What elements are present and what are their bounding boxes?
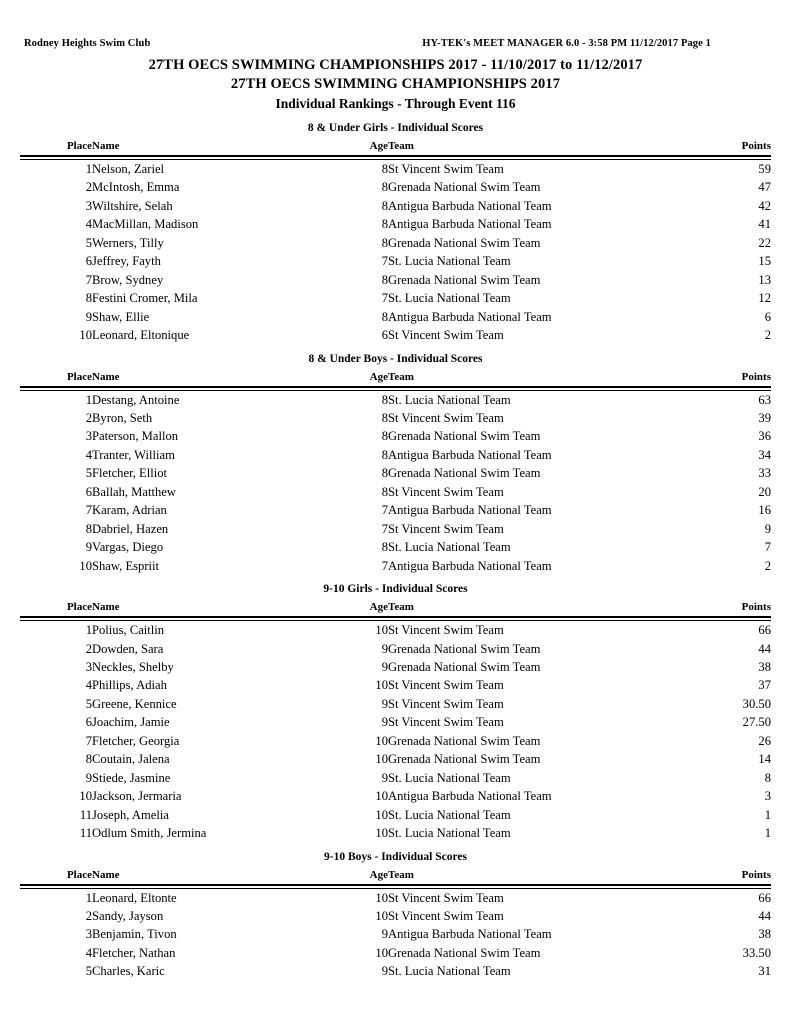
cell-place: 1 xyxy=(85,392,92,407)
cell-place: 5 xyxy=(85,964,92,979)
cell-points: 3 xyxy=(764,789,771,804)
cell-place: 11 xyxy=(79,826,92,841)
cell-points: 44 xyxy=(758,641,771,656)
cell-points: 2 xyxy=(764,558,771,573)
table-row xyxy=(20,769,771,787)
cell-points: 41 xyxy=(758,217,771,232)
cell-name: Coutain, Jalena xyxy=(92,752,170,767)
cell-team: St. Lucia National Team xyxy=(388,826,511,841)
cell-points: 34 xyxy=(758,447,771,462)
cell-age: 8 xyxy=(381,484,388,499)
cell-team: Antigua Barbuda National Team xyxy=(388,558,552,573)
score-section xyxy=(20,351,771,576)
cell-points: 66 xyxy=(758,623,771,638)
cell-age: 7 xyxy=(381,503,388,518)
table-row xyxy=(20,326,771,344)
column-header-team: Team xyxy=(388,601,414,614)
cell-place: 5 xyxy=(85,235,92,250)
table-row xyxy=(20,520,771,538)
cell-age: 9 xyxy=(381,715,388,730)
cell-points: 7 xyxy=(764,540,771,555)
cell-age: 10 xyxy=(375,807,388,822)
cell-team: St Vincent Swim Team xyxy=(388,328,504,343)
cell-age: 8 xyxy=(381,180,388,195)
cell-age: 8 xyxy=(381,309,388,324)
column-header-name: Name xyxy=(92,370,120,383)
column-header-age: Age xyxy=(369,601,388,614)
table-row xyxy=(20,695,771,713)
cell-age: 7 xyxy=(381,558,388,573)
cell-team: Antigua Barbuda National Team xyxy=(388,789,552,804)
cell-name: Fletcher, Georgia xyxy=(92,733,180,748)
cell-name: Joseph, Amelia xyxy=(92,807,169,822)
cell-place: 9 xyxy=(85,770,92,785)
scores-table xyxy=(20,371,771,576)
cell-name: Fletcher, Nathan xyxy=(92,945,176,960)
cell-team: Grenada National Swim Team xyxy=(388,235,541,250)
score-section xyxy=(20,849,771,981)
report-subtitle: Individual Rankings - Through Event 116 xyxy=(275,96,516,111)
cell-place: 8 xyxy=(85,291,92,306)
cell-age: 10 xyxy=(375,908,388,923)
cell-team: St. Lucia National Team xyxy=(388,964,511,979)
table-row xyxy=(20,787,771,805)
cell-place: 5 xyxy=(85,466,92,481)
cell-age: 9 xyxy=(381,696,388,711)
table-row xyxy=(20,557,771,575)
cell-age: 10 xyxy=(375,826,388,841)
cell-age: 9 xyxy=(381,659,388,674)
cell-age: 7 xyxy=(381,254,388,269)
cell-name: Stiede, Jasmine xyxy=(92,770,171,785)
table-row xyxy=(20,658,771,676)
column-header-place: Place xyxy=(66,601,92,614)
cell-place: 2 xyxy=(85,410,92,425)
running-head xyxy=(24,38,769,49)
cell-name: Joachim, Jamie xyxy=(92,715,170,730)
cell-age: 10 xyxy=(375,623,388,638)
cell-points: 38 xyxy=(758,659,771,674)
cell-place: 8 xyxy=(85,521,92,536)
cell-name: Paterson, Mallon xyxy=(92,429,179,444)
cell-points: 16 xyxy=(758,503,771,518)
table-row xyxy=(20,234,771,252)
cell-points: 6 xyxy=(764,309,771,324)
column-header-age: Age xyxy=(369,140,388,152)
cell-age: 8 xyxy=(381,392,388,407)
cell-age: 8 xyxy=(381,466,388,481)
cell-name: Polius, Caitlin xyxy=(92,623,165,638)
cell-team: St Vincent Swim Team xyxy=(388,678,504,693)
cell-name: Leonard, Eltonique xyxy=(92,328,190,343)
cell-team: Grenada National Swim Team xyxy=(388,429,541,444)
cell-points: 39 xyxy=(758,410,771,425)
cell-name: Jeffrey, Fayth xyxy=(92,254,161,269)
cell-points: 38 xyxy=(758,927,771,942)
table-row xyxy=(20,446,771,464)
cell-team: St Vincent Swim Team xyxy=(388,162,504,176)
cell-name: Festini Cromer, Mila xyxy=(92,291,198,306)
cell-place: 6 xyxy=(85,715,92,730)
cell-name: Dabriel, Hazen xyxy=(92,521,169,536)
cell-team: St Vincent Swim Team xyxy=(388,715,504,730)
table-row xyxy=(20,713,771,731)
table-row xyxy=(20,271,771,289)
section-title: 9-10 Boys - Individual Scores xyxy=(324,850,467,863)
cell-age: 7 xyxy=(381,291,388,306)
cell-points: 14 xyxy=(758,752,771,767)
cell-name: Brow, Sydney xyxy=(92,272,164,287)
cell-place: 11 xyxy=(79,807,92,822)
cell-place: 5 xyxy=(85,696,92,711)
cell-age: 8 xyxy=(381,540,388,555)
column-header-points: Points xyxy=(741,601,771,614)
table-row xyxy=(20,944,771,962)
cell-place: 2 xyxy=(85,180,92,195)
cell-points: 22 xyxy=(758,235,771,250)
cell-team: St. Lucia National Team xyxy=(388,770,511,785)
cell-place: 2 xyxy=(85,641,92,656)
table-row xyxy=(20,621,771,639)
cell-name: Benjamin, Tivon xyxy=(92,927,177,942)
cell-team: Grenada National Swim Team xyxy=(388,752,541,767)
cell-team: Antigua Barbuda National Team xyxy=(388,927,552,942)
table-header-row xyxy=(20,601,771,616)
column-header-name: Name xyxy=(92,601,120,614)
cell-place: 9 xyxy=(85,309,92,324)
section-title: 8 & Under Girls - Individual Scores xyxy=(307,122,484,134)
cell-place: 10 xyxy=(79,789,92,804)
cell-points: 44 xyxy=(758,908,771,923)
cell-team: St Vincent Swim Team xyxy=(388,521,504,536)
cell-team: St. Lucia National Team xyxy=(388,392,511,407)
cell-points: 1 xyxy=(764,807,771,822)
cell-place: 3 xyxy=(85,198,92,213)
table-row xyxy=(20,824,771,842)
score-section xyxy=(20,120,771,345)
cell-points: 33.50 xyxy=(742,945,771,960)
cell-team: St Vincent Swim Team xyxy=(388,410,504,425)
table-row xyxy=(20,889,771,907)
document-titles xyxy=(20,56,771,114)
scores-table xyxy=(20,140,771,345)
meet-title: 27TH OECS SWIMMING CHAMPIONSHIPS 2017 xyxy=(230,76,561,92)
column-header-team: Team xyxy=(388,868,414,881)
cell-place: 1 xyxy=(85,162,92,176)
cell-points: 20 xyxy=(758,484,771,499)
cell-name: Vargas, Diego xyxy=(92,540,164,555)
cell-team: Grenada National Swim Team xyxy=(388,466,541,481)
column-header-place: Place xyxy=(66,140,92,152)
table-row xyxy=(20,178,771,196)
column-header-place: Place xyxy=(66,868,92,881)
cell-name: Greene, Kennice xyxy=(92,696,177,711)
cell-team: Grenada National Swim Team xyxy=(388,733,541,748)
cell-points: 31 xyxy=(758,964,771,979)
cell-points: 30.50 xyxy=(742,696,771,711)
cell-place: 4 xyxy=(85,217,92,232)
section-title: 9-10 Girls - Individual Scores xyxy=(323,583,468,596)
cell-place: 10 xyxy=(79,558,92,573)
cell-team: Grenada National Swim Team xyxy=(388,180,541,195)
cell-age: 9 xyxy=(381,770,388,785)
cell-place: 10 xyxy=(79,328,92,343)
cell-place: 7 xyxy=(85,503,92,518)
table-row xyxy=(20,409,771,427)
cell-team: St Vincent Swim Team xyxy=(388,890,504,905)
cell-age: 8 xyxy=(381,272,388,287)
section-title: 8 & Under Boys - Individual Scores xyxy=(308,352,483,365)
column-header-age: Age xyxy=(369,868,388,881)
cell-name: Tranter, William xyxy=(92,447,175,462)
meet-title-with-dates: 27TH OECS SWIMMING CHAMPIONSHIPS 2017 - 11/10/2017 to 11/12/2017 xyxy=(148,57,643,73)
cell-name: Karam, Adrian xyxy=(92,503,167,518)
cell-name: Charles, Karic xyxy=(92,964,165,979)
cell-name: Fletcher, Elliot xyxy=(92,466,168,481)
software-timestamp-page: HY-TEK's MEET MANAGER 6.0 - 3:58 PM 11/12/2017 Page 1 xyxy=(422,38,711,49)
cell-points: 12 xyxy=(758,291,771,306)
table-row xyxy=(20,806,771,824)
cell-place: 8 xyxy=(85,752,92,767)
table-row xyxy=(20,640,771,658)
cell-team: Antigua Barbuda National Team xyxy=(388,447,552,462)
results-sections xyxy=(20,120,771,981)
cell-points: 33 xyxy=(758,466,771,481)
cell-name: Dowden, Sara xyxy=(92,641,164,656)
table-header-row xyxy=(20,371,771,386)
cell-place: 3 xyxy=(85,927,92,942)
cell-team: Antigua Barbuda National Team xyxy=(388,309,552,324)
cell-place: 9 xyxy=(85,540,92,555)
cell-team: St. Lucia National Team xyxy=(388,807,511,822)
cell-age: 10 xyxy=(375,678,388,693)
cell-age: 9 xyxy=(381,964,388,979)
cell-team: Antigua Barbuda National Team xyxy=(388,503,552,518)
cell-place: 3 xyxy=(85,659,92,674)
cell-age: 8 xyxy=(381,410,388,425)
cell-team: Antigua Barbuda National Team xyxy=(388,198,552,213)
table-header-row xyxy=(20,140,771,155)
cell-place: 6 xyxy=(85,484,92,499)
scores-table xyxy=(20,601,771,842)
table-row xyxy=(20,962,771,980)
cell-place: 6 xyxy=(85,254,92,269)
cell-name: Ballah, Matthew xyxy=(92,484,176,499)
cell-place: 2 xyxy=(85,908,92,923)
cell-age: 9 xyxy=(381,641,388,656)
table-row xyxy=(20,160,771,178)
cell-name: Nelson, Zariel xyxy=(92,162,165,176)
cell-age: 8 xyxy=(381,162,388,176)
table-row xyxy=(20,308,771,326)
cell-team: St Vincent Swim Team xyxy=(388,696,504,711)
cell-name: Shaw, Ellie xyxy=(92,309,150,324)
cell-team: Grenada National Swim Team xyxy=(388,659,541,674)
column-header-name: Name xyxy=(92,868,120,881)
cell-place: 4 xyxy=(85,447,92,462)
cell-age: 8 xyxy=(381,429,388,444)
meet-host-name: Rodney Heights Swim Club xyxy=(24,38,151,49)
cell-age: 9 xyxy=(381,927,388,942)
cell-name: Byron, Seth xyxy=(92,410,153,425)
table-row xyxy=(20,427,771,445)
cell-points: 26 xyxy=(758,733,771,748)
cell-team: St Vincent Swim Team xyxy=(388,623,504,638)
table-row xyxy=(20,252,771,270)
cell-name: Phillips, Adiah xyxy=(92,678,167,693)
table-header-row xyxy=(20,869,771,884)
cell-age: 8 xyxy=(381,235,388,250)
cell-team: Grenada National Swim Team xyxy=(388,641,541,656)
table-row xyxy=(20,483,771,501)
cell-place: 4 xyxy=(85,678,92,693)
cell-name: Neckles, Shelby xyxy=(92,659,174,674)
cell-age: 6 xyxy=(381,328,388,343)
table-row xyxy=(20,538,771,556)
cell-points: 63 xyxy=(758,392,771,407)
table-row xyxy=(20,391,771,409)
cell-name: Destang, Antoine xyxy=(92,392,180,407)
cell-points: 9 xyxy=(764,521,771,536)
cell-points: 37 xyxy=(758,678,771,693)
cell-age: 10 xyxy=(375,752,388,767)
cell-place: 1 xyxy=(85,623,92,638)
cell-age: 10 xyxy=(375,890,388,905)
column-header-place: Place xyxy=(66,370,92,383)
column-header-points: Points xyxy=(741,370,771,383)
table-row xyxy=(20,925,771,943)
cell-name: Leonard, Eltonte xyxy=(92,890,177,905)
cell-points: 42 xyxy=(758,198,771,213)
cell-age: 8 xyxy=(381,217,388,232)
cell-team: St Vincent Swim Team xyxy=(388,908,504,923)
cell-place: 1 xyxy=(85,890,92,905)
cell-points: 27.50 xyxy=(742,715,771,730)
cell-age: 8 xyxy=(381,198,388,213)
cell-points: 13 xyxy=(758,272,771,287)
column-header-age: Age xyxy=(369,370,388,383)
cell-team: Antigua Barbuda National Team xyxy=(388,217,552,232)
cell-team: Grenada National Swim Team xyxy=(388,945,541,960)
cell-team: St. Lucia National Team xyxy=(388,291,511,306)
cell-age: 10 xyxy=(375,789,388,804)
cell-age: 10 xyxy=(375,733,388,748)
cell-name: Shaw, Espriit xyxy=(92,558,160,573)
cell-name: Sandy, Jayson xyxy=(92,908,164,923)
cell-points: 15 xyxy=(758,254,771,269)
table-row xyxy=(20,501,771,519)
cell-team: Grenada National Swim Team xyxy=(388,272,541,287)
column-header-points: Points xyxy=(741,868,771,881)
cell-team: St. Lucia National Team xyxy=(388,254,511,269)
cell-name: McIntosh, Emma xyxy=(92,180,180,195)
cell-place: 3 xyxy=(85,429,92,444)
column-header-name: Name xyxy=(92,140,120,152)
cell-place: 4 xyxy=(85,945,92,960)
cell-points: 47 xyxy=(758,180,771,195)
cell-name: MacMillan, Madison xyxy=(92,217,199,232)
cell-age: 8 xyxy=(381,447,388,462)
score-section xyxy=(20,581,771,842)
cell-team: St. Lucia National Team xyxy=(388,540,511,555)
cell-age: 10 xyxy=(375,945,388,960)
cell-place: 7 xyxy=(85,272,92,287)
cell-age: 7 xyxy=(381,521,388,536)
table-row xyxy=(20,676,771,694)
cell-name: Jackson, Jermaria xyxy=(92,789,182,804)
table-row xyxy=(20,215,771,233)
table-row xyxy=(20,907,771,925)
cell-place: 7 xyxy=(85,733,92,748)
cell-points: 36 xyxy=(758,429,771,444)
cell-points: 59 xyxy=(758,162,771,176)
table-row xyxy=(20,197,771,215)
cell-points: 66 xyxy=(758,890,771,905)
cell-name: Werners, Tilly xyxy=(92,235,164,250)
cell-points: 2 xyxy=(764,328,771,343)
column-header-points: Points xyxy=(741,140,771,152)
table-row xyxy=(20,464,771,482)
scores-table xyxy=(20,869,771,981)
cell-team: St Vincent Swim Team xyxy=(388,484,504,499)
cell-name: Wiltshire, Selah xyxy=(92,198,173,213)
table-row xyxy=(20,750,771,768)
table-row xyxy=(20,732,771,750)
cell-points: 8 xyxy=(764,770,771,785)
column-header-team: Team xyxy=(388,140,414,152)
column-header-team: Team xyxy=(388,370,414,383)
cell-name: Odlum Smith, Jermina xyxy=(92,826,207,841)
table-row xyxy=(20,289,771,307)
cell-points: 1 xyxy=(764,826,771,841)
